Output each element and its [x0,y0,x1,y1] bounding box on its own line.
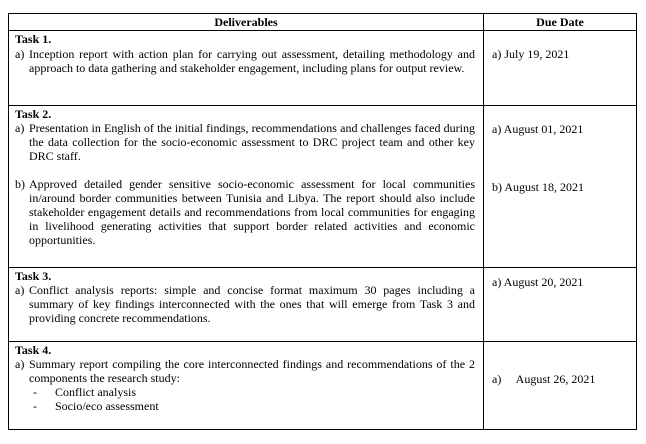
item-marker: a) [15,47,25,61]
sub-item-text: Socio/eco assessment [55,399,159,413]
list-item [9,121,483,163]
dash-marker: - [33,385,37,399]
deliverables-table [8,13,637,430]
list-item [9,47,483,75]
item-marker: a) [15,121,25,135]
dash-marker: - [33,399,37,413]
task-title: Task 2. [15,107,52,121]
due-date: a) July 19, 2021 [492,47,570,61]
sub-item-text: Conflict analysis [55,385,136,399]
item-text: Presentation in English of the initial findings, recommendations and challenges faced during the data collection for the socio-economic assessment to DRC project team and other key DRC staff. [29,121,475,163]
task-title: Task 3. [15,269,52,283]
task-3-deliverables-cell [9,268,484,342]
item-marker: a) [15,283,25,297]
due-date-header: Due Date [484,14,637,31]
task-2-deliverables-cell [9,106,484,268]
sub-list-item [9,399,483,413]
task-2-row [9,106,637,268]
task-4-deliverables-cell [9,342,484,430]
item-text: Inception report with action plan for carrying out assessment, detailing methodology and approach to data gathering and stakeholder engagement, including plans for output review. [29,47,475,75]
due-date: a) August 26, 2021 [492,372,596,386]
due-date: b) August 18, 2021 [492,180,585,194]
task-4-due-cell [484,342,637,430]
sub-list-item [9,385,483,399]
item-marker: b) [15,177,25,191]
task-2-due-cell [484,106,637,268]
item-text: Summary report compiling the core interconnected findings and recommendations of the 2 components the research study: [29,357,475,385]
item-marker: a) [15,357,25,371]
list-item [9,177,483,247]
task-1-row [9,31,637,106]
task-4-row [9,342,637,430]
deliverables-header: Deliverables [9,14,484,31]
task-3-row [9,268,637,342]
task-1-deliverables-cell [9,31,484,106]
task-title: Task 1. [15,32,52,46]
task-1-due-cell [484,31,637,106]
due-date: a) August 01, 2021 [492,122,584,136]
task-3-due-cell [484,268,637,342]
item-text: Approved detailed gender sensitive socio-economic assessment for local communities in/around border communities between Tunisia and Libya. The report should also include stakeholder engagement details and recommendations from local communities for engaging in livelihood generating activities that support border related activities and economic opportunities. [29,177,475,247]
list-item [9,283,483,325]
due-date: a) August 20, 2021 [492,275,584,289]
list-item [9,357,483,385]
item-text: Conflict analysis reports: simple and concise format maximum 30 pages including a summary of key findings interconnected with the ones that will emerge from Task 3 and providing concrete recommendations. [29,283,475,325]
table-header-row [9,14,637,31]
task-title: Task 4. [15,343,52,357]
